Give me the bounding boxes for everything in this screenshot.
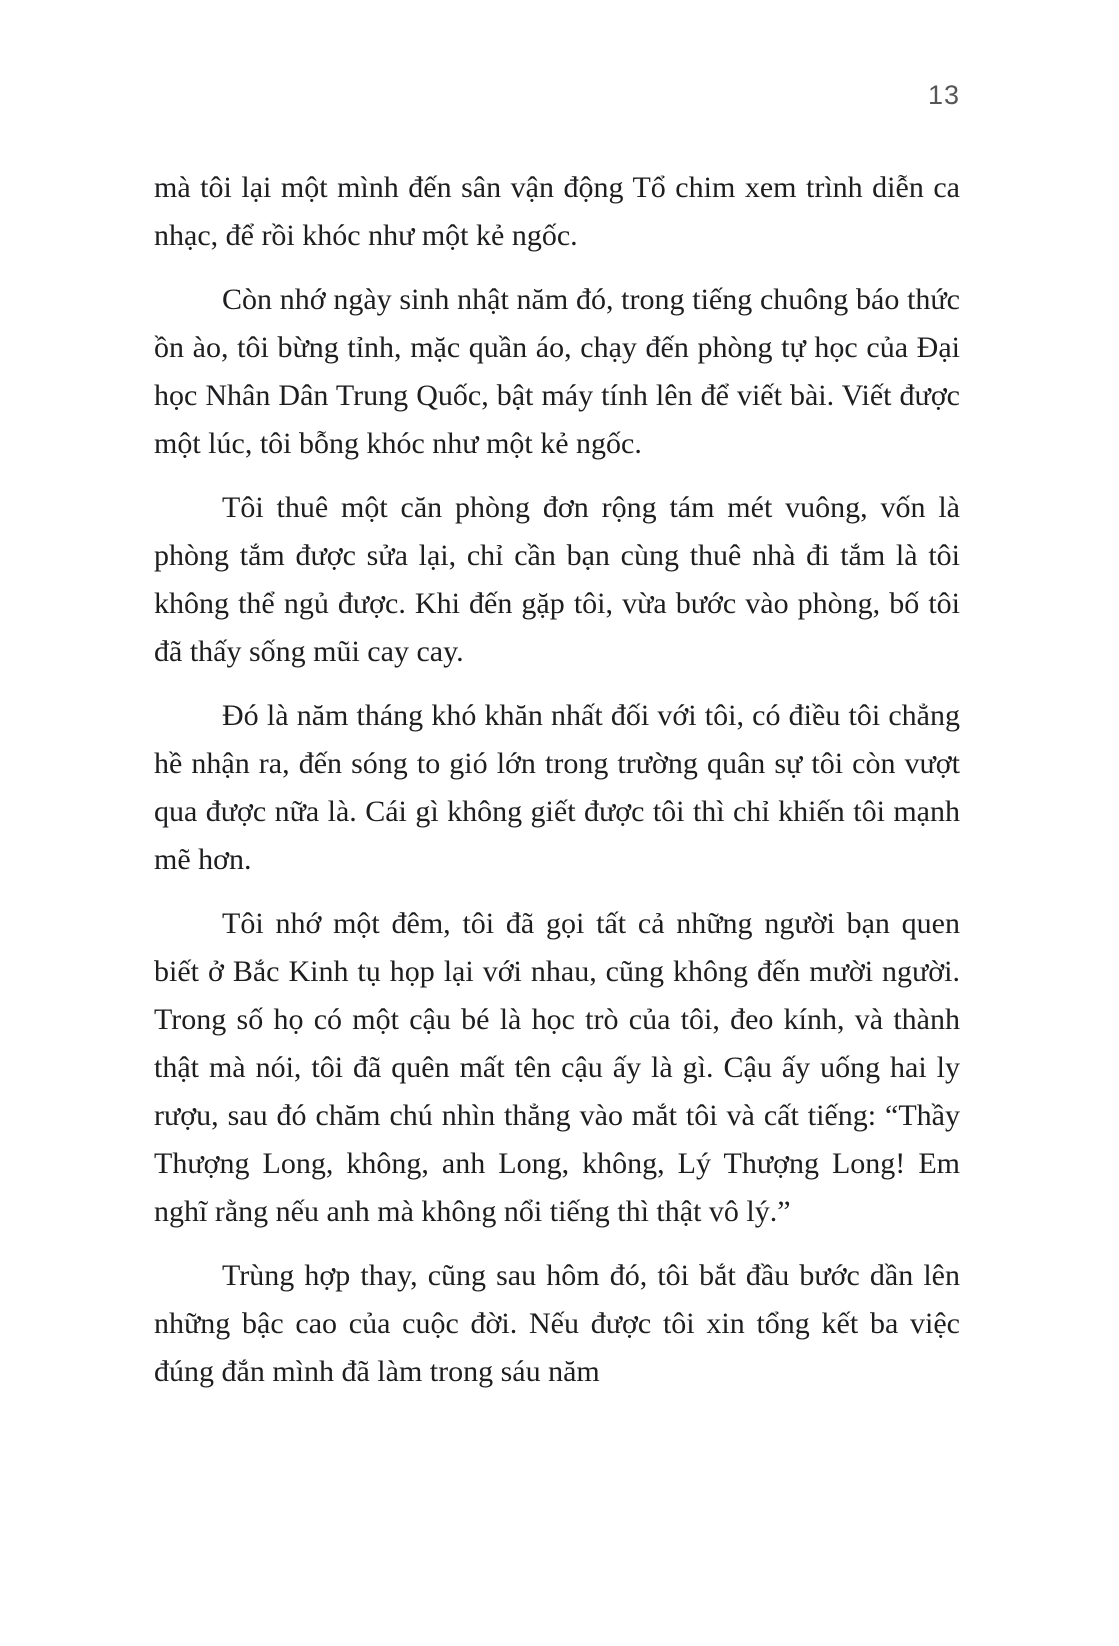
text-block bbox=[154, 164, 960, 1412]
paragraph-continuation: mà tôi lại một mình đến sân vận động Tổ chim xem trình diễn ca nhạc, để rồi khóc như một kẻ ngốc. bbox=[154, 171, 960, 252]
paragraph: Tôi nhớ một đêm, tôi đã gọi tất cả những người bạn quen biết ở Bắc Kinh tụ họp lại với nhau, cũng không đến mười người. Trong số họ có một cậu bé là học trò của tôi, đeo kính, và thành thật mà nói, tôi đã quên mất tên cậu ấy là gì. Cậu ấy uống hai ly rượu, sau đó chăm chú nhìn thẳng vào mắt tôi và cất tiếng: “Thầy Thượng Long, không, anh Long, không, Lý Thượng Long! Em nghĩ rằng nếu anh mà không nổi tiếng thì thật vô lý.” bbox=[154, 907, 960, 1228]
paragraph: Còn nhớ ngày sinh nhật năm đó, trong tiếng chuông báo thức ồn ào, tôi bừng tỉnh, mặc quần áo, chạy đến phòng tự học của Đại học Nhân Dân Trung Quốc, bật máy tính lên để viết bài. Viết được một lúc, tôi bỗng khóc như một kẻ ngốc. bbox=[154, 283, 960, 460]
paragraph: Tôi thuê một căn phòng đơn rộng tám mét vuông, vốn là phòng tắm được sửa lại, chỉ cần bạn cùng thuê nhà đi tắm là tôi không thể ngủ được. Khi đến gặp tôi, vừa bước vào phòng, bố tôi đã thấy sống mũi cay cay. bbox=[154, 491, 960, 668]
paragraph: Đó là năm tháng khó khăn nhất đối với tôi, có điều tôi chẳng hề nhận ra, đến sóng to gió lớn trong trường quân sự tôi còn vượt qua được nữa là. Cái gì không giết được tôi thì chỉ khiến tôi mạnh mẽ hơn. bbox=[154, 699, 960, 876]
page-number: 13 bbox=[927, 80, 960, 110]
paragraph: Trùng hợp thay, cũng sau hôm đó, tôi bắt đầu bước dần lên những bậc cao của cuộc đời. Nếu được tôi xin tổng kết ba việc đúng đắn mình đã làm trong sáu năm bbox=[154, 1259, 960, 1388]
